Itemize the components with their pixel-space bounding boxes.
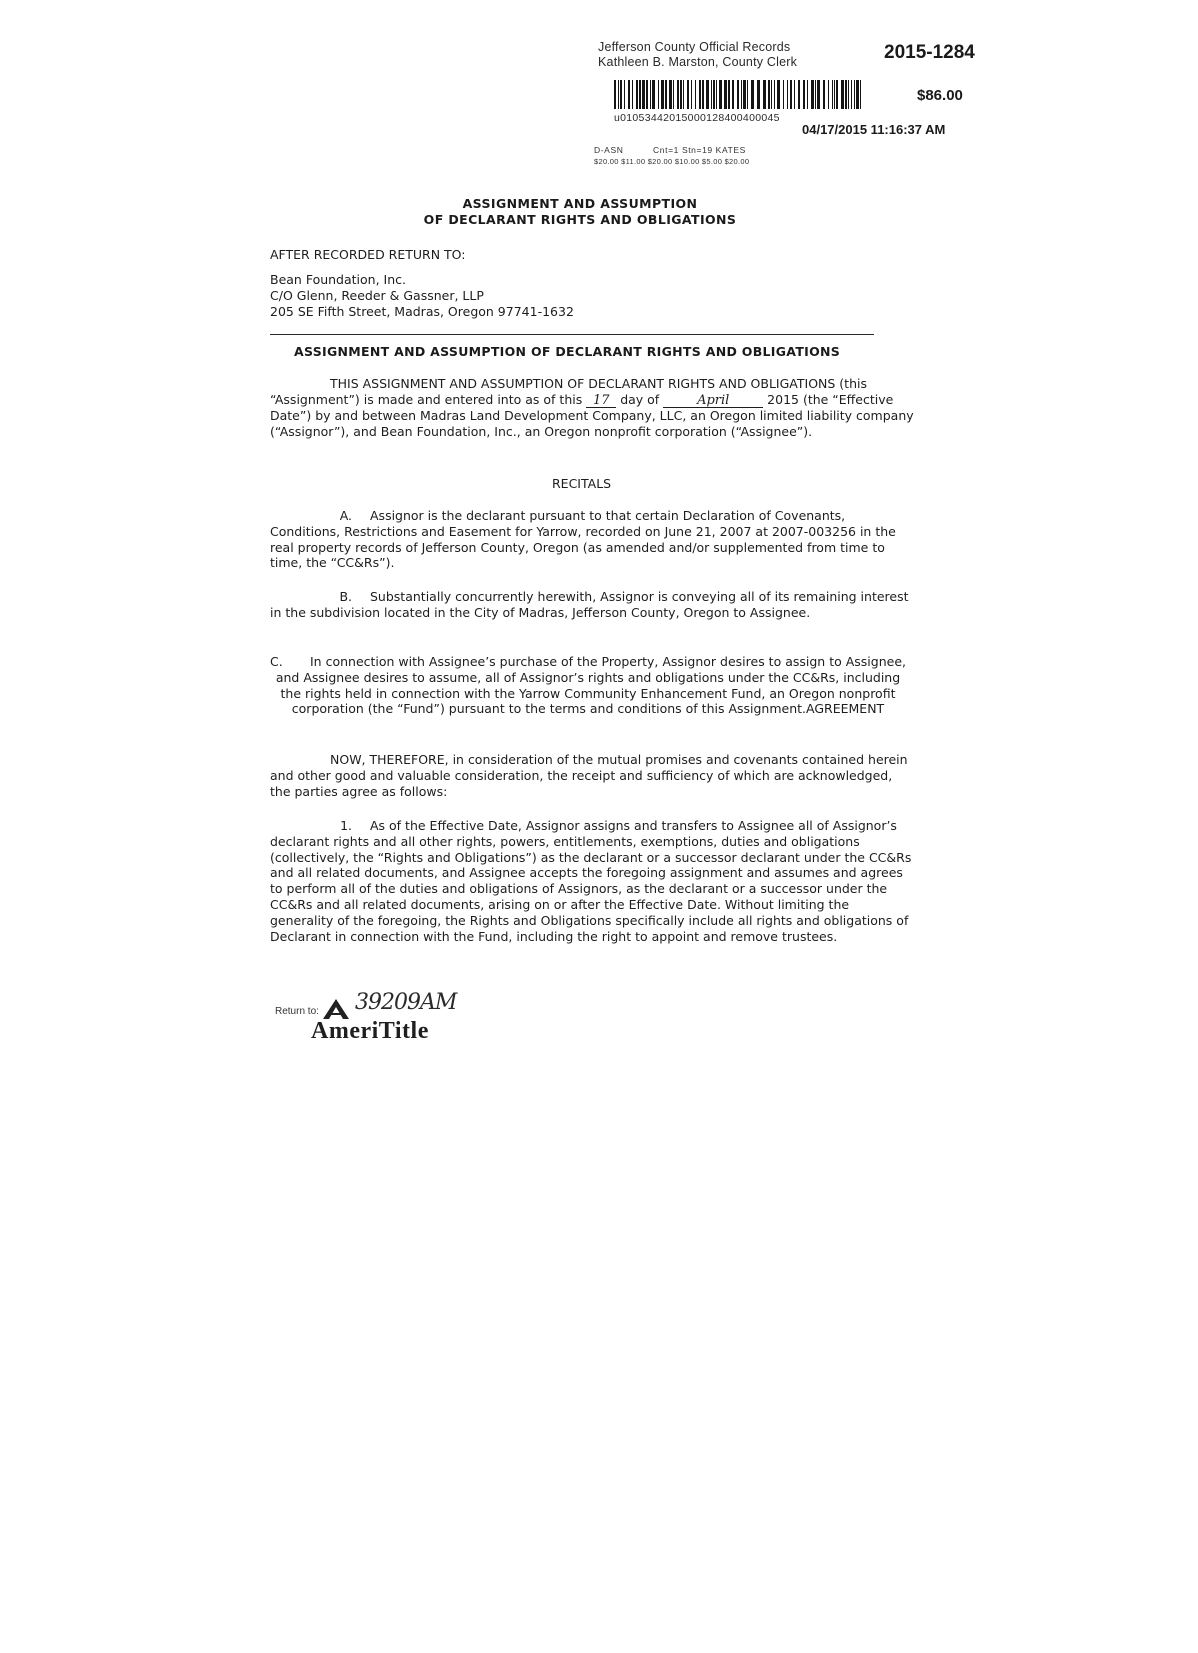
stamp-brand-name: AmeriTitle [311,1018,429,1044]
preamble-part1: THIS ASSIGNMENT AND ASSUMPTION OF DECLARANT RIGHTS AND OBLIGATIONS (this “Assignment”) is made and entered into as of this [270,376,867,407]
recital-b-label: B. [339,589,352,604]
barcode-bar [719,80,722,109]
barcode-bar [823,80,825,109]
barcode-bar [757,80,760,109]
recital-c-text: In connection with Assignee’s purchase of the Property, Assignor desires to assign to Assignee, and Assignee desires to assume, all of Assignor’s rights and obligations under the CC&Rs, including the rights held in connection with the Yarrow Community Enhancement Fund, an Oregon nonprofit corporation (the “Fund”) pursuant to the terms and conditions of this Assignment.AGREEMENT [275,654,906,717]
main-heading: ASSIGNMENT AND ASSUMPTION OF DECLARANT RIGHTS AND OBLIGATIONS [294,344,841,359]
barcode-bar [713,80,715,109]
barcode-bar [834,80,835,109]
barcode-bar [632,80,633,109]
recital-b-text: Substantially concurrently herewith, Assignor is conveying all of its remaining interest in the subdivision located in the City of Madras, Jefferson County, Oregon to Assignee. [270,589,909,620]
barcode-bar [856,80,859,109]
barcode-bar [687,80,689,109]
preamble-part2: day of [616,391,664,407]
preamble-paragraph [270,376,916,439]
document-title [380,196,780,228]
barcode-bar [787,80,788,109]
barcode-bar [677,80,679,109]
barcode-bar [841,80,844,109]
preamble-part3: 2015 (the “Effective Date”) by and between Madras Land Development Company, LLC, an Oregon limited liability company (“Assignor”), and Bean Foundation, Inc., an Oregon nonprofit corporation (“Assignee”). [270,391,914,439]
return-stamp [275,990,475,1044]
recording-code-line: D-ASN Cnt=1 Stn=19 KATES [594,145,746,155]
stamp-label: Return to: [275,1006,319,1017]
divider-line [270,334,874,335]
barcode-bar [642,80,645,109]
barcode-bar [815,80,816,109]
barcode-bar [807,80,808,109]
barcode-bar [658,80,659,109]
barcode-bar [794,80,795,109]
barcode-bar [817,80,820,109]
return-to-line1: Bean Foundation, Inc. [270,272,406,287]
recital-b [270,589,916,621]
barcode-image [614,80,866,109]
section-1-label: 1. [340,818,352,833]
section-1 [270,818,916,944]
barcode-bar [669,80,672,109]
recital-a-text: Assignor is the declarant pursuant to that certain Declaration of Covenants, Conditions, Restrictions and Easement for Yarrow, recorded on June 21, 2007 at 2007-003256 in the real property records of Jefferson County, Oregon (as amended and/or supplemented from time to time, the “CC&Rs”). [270,508,896,571]
barcode-bar [732,80,734,109]
section-1-text: As of the Effective Date, Assignor assigns and transfers to Assignee all of Assignor’s declarant rights and all other rights, powers, entitlements, exemptions, duties and obligations (collectively, the “Rights and Obligations”) as the declarant or a successor declarant under the CC&Rs and all related documents, and Assignee accepts the foregoing assignment and assumes and agrees to perform all of the duties and obligations of Assignors, as the declarant or a successor under the CC&Rs and all related documents, arising on or after the Effective Date. Without limiting the generality of the foregoing, the Rights and Obligations specifically include all rights and obligations of Declarant in connection with the Fund, including the right to appoint and remove trustees. [270,818,912,944]
barcode-bar [728,80,730,109]
ameritiitle-logo-icon [321,998,351,1020]
barcode-bar [683,80,684,109]
recital-c [270,654,906,717]
barcode-bar [620,80,622,109]
recital-a-label: A. [339,508,352,523]
recital-a [270,508,916,571]
now-therefore-paragraph [270,752,916,799]
barcode-bar [695,80,696,109]
barcode-bar [699,80,701,109]
barcode-bar [803,80,805,109]
barcode-bar [614,80,616,109]
recording-document-number: 2015-1284 [884,42,975,63]
recording-datetime: 04/17/2015 11:16:37 AM [802,122,946,137]
return-to-address [270,272,574,319]
recording-agency-line2: Kathleen B. Marston, County Clerk [598,55,798,69]
barcode-bar [836,80,838,109]
barcode-bar [747,80,748,109]
barcode-bar [661,80,664,109]
barcode-bar [811,80,814,109]
barcode-bar [848,80,849,109]
barcode-bar [771,80,772,109]
now-therefore-text: NOW, THEREFORE, in consideration of the mutual promises and covenants contained herein and other good and valuable consideration, the receipt and sufficiency of which are acknowledged, the parties agree as follows: [270,752,908,799]
return-to-line2: C/O Glenn, Reeder & Gassner, LLP [270,287,484,303]
barcode-bar [860,80,861,109]
month-blank: April [663,394,763,408]
barcode-bar [711,80,712,109]
recording-agency [598,40,797,70]
barcode-bar [783,80,784,109]
barcode-bar [680,80,682,109]
recording-fee-line: $20.00 $11.00 $20.00 $10.00 $5.00 $20.00 [594,157,750,166]
barcode-bar [845,80,847,109]
barcode-bar [652,80,655,109]
barcode-bar [724,80,727,109]
barcode-bar [777,80,780,109]
return-to-label: AFTER RECORDED RETURN TO: [270,247,466,262]
barcode-bar [716,80,717,109]
barcode-bar [854,80,855,109]
barcode-bar [790,80,792,109]
barcode-bar [706,80,709,109]
barcode-bar [737,80,739,109]
recording-agency-line1: Jefferson County Official Records [598,40,791,54]
barcode-bar [639,80,641,109]
barcode-bar [618,80,619,109]
barcode-bar [650,80,651,109]
barcode-bar [851,80,852,109]
barcode-bar [691,80,692,109]
barcode-bar [751,80,754,109]
barcode-bar [702,80,704,109]
barcode-bar [743,80,746,109]
barcode-bar [628,80,630,109]
barcode-bar [828,80,829,109]
barcode-bar [646,80,648,109]
recitals-heading: RECITALS [552,476,612,491]
day-blank: 17 [586,394,616,408]
barcode-number: u01053442015000128400400045 [614,112,780,124]
barcode-bar [774,80,775,109]
barcode-bar [636,80,638,109]
barcode-bar [673,80,674,109]
stamp-handwritten-note: 39209AM [355,990,457,1015]
barcode-bar [832,80,833,109]
document-title-line2: OF DECLARANT RIGHTS AND OBLIGATIONS [423,212,737,227]
recording-fee: $86.00 [917,87,963,104]
barcode-bar [798,80,800,109]
document-title-line1: ASSIGNMENT AND ASSUMPTION [462,196,698,211]
return-to-line3: 205 SE Fifth Street, Madras, Oregon 97741-1632 [270,303,574,319]
barcode-bar [768,80,770,109]
barcode-bar [763,80,766,109]
recital-c-label: C. [270,654,283,669]
barcode-bar [665,80,667,109]
barcode-bar [741,80,742,109]
barcode-bar [624,80,625,109]
